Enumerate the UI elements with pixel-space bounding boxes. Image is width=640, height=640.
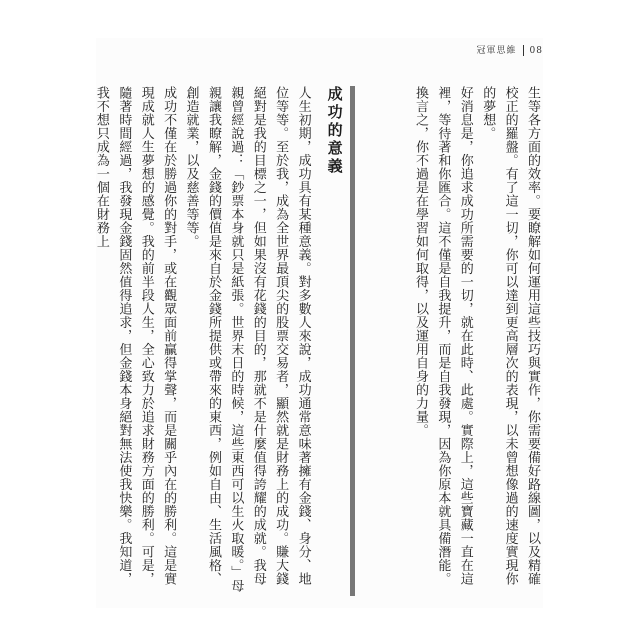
header-divider (523, 45, 524, 56)
paragraph-4: 成功不僅在於勝過你的對手，或在觀眾面前贏得掌聲，而是關乎內在的勝利。這是實現成就人生夢想的感覺。我的前半段人生，全心致力於追求財務方面的勝利。可是，隨著時間經過，我發現金錢固然值得追求，但金錢本身絕對無法使我快樂。我知道，我不想只成為一個在財務上 (93, 86, 177, 586)
paragraph-1: 生等各方面的效率。要瞭解如何運用這些技巧與實作，你需要備好路線圖，以及精確校正的羅盤。有了這一切，你可以達到更高層次的表現，以未曾想像過的速度實現你的夢想。 (480, 86, 540, 586)
book-title: 冠軍思維 (476, 46, 517, 56)
book-page (93, 38, 543, 608)
paragraph-3: 人生初期，成功具有某種意義。對多數人來說，成功通常意味著擁有金錢、身分、地位等等。至於我，成為全世界最頂尖的股票交易者，顯然就是財務上的成功。賺大錢絕對是我的目標之一，但如果沒有花錢的目的，那就不是什麼值得誇耀的成就。我母親曾經說過：「鈔票本身就只是紙張。世界末日的時候，這些東西可以生火取暖。」母親讓我瞭解，金錢的價值是來自於金錢所提供或帶來的東西，例如自由、生活風格、創造就業，以及慈善等等。 (183, 86, 311, 593)
running-head (477, 43, 543, 56)
page-number: 08 (529, 46, 543, 56)
body-text (93, 86, 543, 596)
section-heading: 成功的意義 (324, 86, 355, 596)
paragraph-2: 好消息是，你追求成功所需要的一切，就在此時、此處。實際上，這些寶藏一直在這裡，等待著和你匯合。這不僅是自我提升，而是自我發現，因為你原本就具備潛能。換言之，你不過是在學習如何取得，以及運用自身的力量。 (412, 86, 473, 586)
